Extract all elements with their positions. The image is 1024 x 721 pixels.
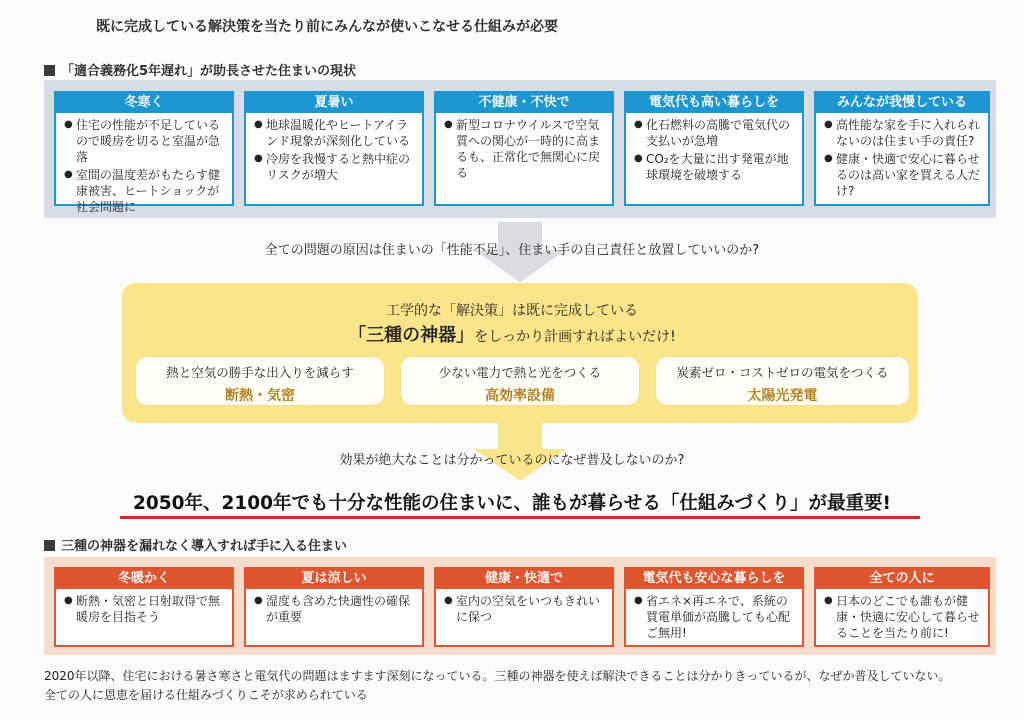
card-item: ● 化石燃料の高騰で電気代の支払いが急増 xyxy=(634,117,796,149)
square-bullet-icon xyxy=(44,65,55,76)
benefit-card-cool xyxy=(244,567,424,647)
problem-card-electricity xyxy=(624,91,804,206)
card-item: ● CO₂を大量に出す発電が地球環境を破壊する xyxy=(634,151,796,183)
three-treasures-label: 「三種の神器」 xyxy=(348,325,475,346)
card-item: ● 室内の空気をいつもきれいに保つ xyxy=(444,593,606,625)
section-heading-current xyxy=(44,60,356,79)
pillar-solar xyxy=(655,356,910,406)
pillar-name: 高効率設備 xyxy=(485,388,555,404)
pillar-name: 断熱・気密 xyxy=(225,388,295,404)
footer-line1: 2020年以降、住宅における暑さ寒さと電気代の問題はますます深刻になっている。三種の神器を使えば解決できることは分かりきっているが、なぜか普及していない。 xyxy=(44,669,951,683)
card-item: ● 新型コロナウイルスで空気質への関心が一時的に高まるも、正常化で無関心に戻る xyxy=(444,117,606,181)
problem-card-unhealthy xyxy=(434,91,614,206)
section-heading-text: 「適合義務化5年遅れ」が助長させた住まいの現状 xyxy=(61,64,357,79)
card-item: ● 健康・快適で安心に暮らせるのは高い家を買える人だけ? xyxy=(824,151,982,199)
card-item: ● 冷房を我慢すると熱中症のリスクが増大 xyxy=(254,151,416,183)
card-item: ● 日本のどこでも誰もが健康・快適に安心して暮らせることを当たり前に! xyxy=(824,593,982,641)
card-item: ● 省エネ×再エネで、系統の買電単価が高騰しても心配ご無用! xyxy=(634,593,796,641)
card-item: ● 断熱・気密と日射取得で無暖房を目指そう xyxy=(64,593,226,625)
question-why: 効果が絶大なことは分かっているのになぜ普及しないのか? xyxy=(339,453,685,468)
pillar-desc: 炭素ゼロ・コストゼロの電気をつくる xyxy=(676,365,889,380)
solution-line2 xyxy=(0,321,1024,347)
card-header: 電気代も高い暮らしを xyxy=(626,93,802,113)
question-cause: 全ての問題の原因は住まいの「性能不足」、住まい手の自己責任と放置していいのか? xyxy=(264,243,760,258)
headline-underline xyxy=(120,516,920,519)
card-header: 夏は涼しい xyxy=(246,569,422,589)
footer-line2: 全ての人に恩恵を届ける仕組みづくりこそが求められている xyxy=(44,688,368,702)
pillar-desc: 熱と空気の勝手な出入りを減らす xyxy=(166,365,354,380)
page-title: 既に完成している解決策を当たり前にみんなが使いこなせる仕組みが必要 xyxy=(96,19,558,35)
card-item: ● 湿度も含めた快適性の確保が重要 xyxy=(254,593,416,625)
card-header: 電気代も安心な暮らしを xyxy=(626,569,802,589)
section-heading-text: 三種の神器を漏れなく導入すれば手に入る住まい xyxy=(61,539,348,554)
benefit-card-electricity xyxy=(624,567,804,647)
key-headline: 2050年、2100年でも十分な性能の住まいに、誰もが暮らせる「仕組みづくり」が最重要! xyxy=(133,493,891,514)
card-item: ● 高性能な家を手に入れられないのは住まい手の責任? xyxy=(824,117,982,149)
problem-card-hot xyxy=(244,91,424,206)
card-header: みんなが我慢している xyxy=(816,93,988,113)
card-header: 全ての人に xyxy=(816,569,988,589)
benefit-card-everyone xyxy=(814,567,990,647)
solution-line2-rest: をしっかり計画すればよいだけ! xyxy=(474,329,676,345)
benefit-card-warm xyxy=(54,567,234,647)
card-header: 冬寒く xyxy=(56,93,232,113)
section-heading-benefits xyxy=(44,535,347,554)
card-item: ● 住宅の性能が不足しているので暖房を切ると室温が急落 xyxy=(64,117,226,165)
pillar-insulation xyxy=(135,356,385,406)
problem-card-endurance xyxy=(814,91,990,206)
pillar-desc: 少ない電力で熱と光をつくる xyxy=(438,365,602,380)
card-header: 冬暖かく xyxy=(56,569,232,589)
card-item: ● 室間の温度差がもたらす健康被害、ヒートショックが社会問題に xyxy=(64,167,226,215)
card-header: 不健康・不快で xyxy=(436,93,612,113)
square-bullet-icon xyxy=(44,540,55,551)
card-header: 健康・快適で xyxy=(436,569,612,589)
card-item: ● 地球温暖化やヒートアイランド現象が深刻化している xyxy=(254,117,416,149)
pillar-name: 太陽光発電 xyxy=(747,388,818,404)
card-header: 夏暑い xyxy=(246,93,422,113)
solution-line1: 工学的な「解決策」は既に完成している xyxy=(386,303,638,319)
pillar-equipment xyxy=(400,356,640,406)
benefit-card-healthy xyxy=(434,567,614,647)
problem-card-cold xyxy=(54,91,234,214)
